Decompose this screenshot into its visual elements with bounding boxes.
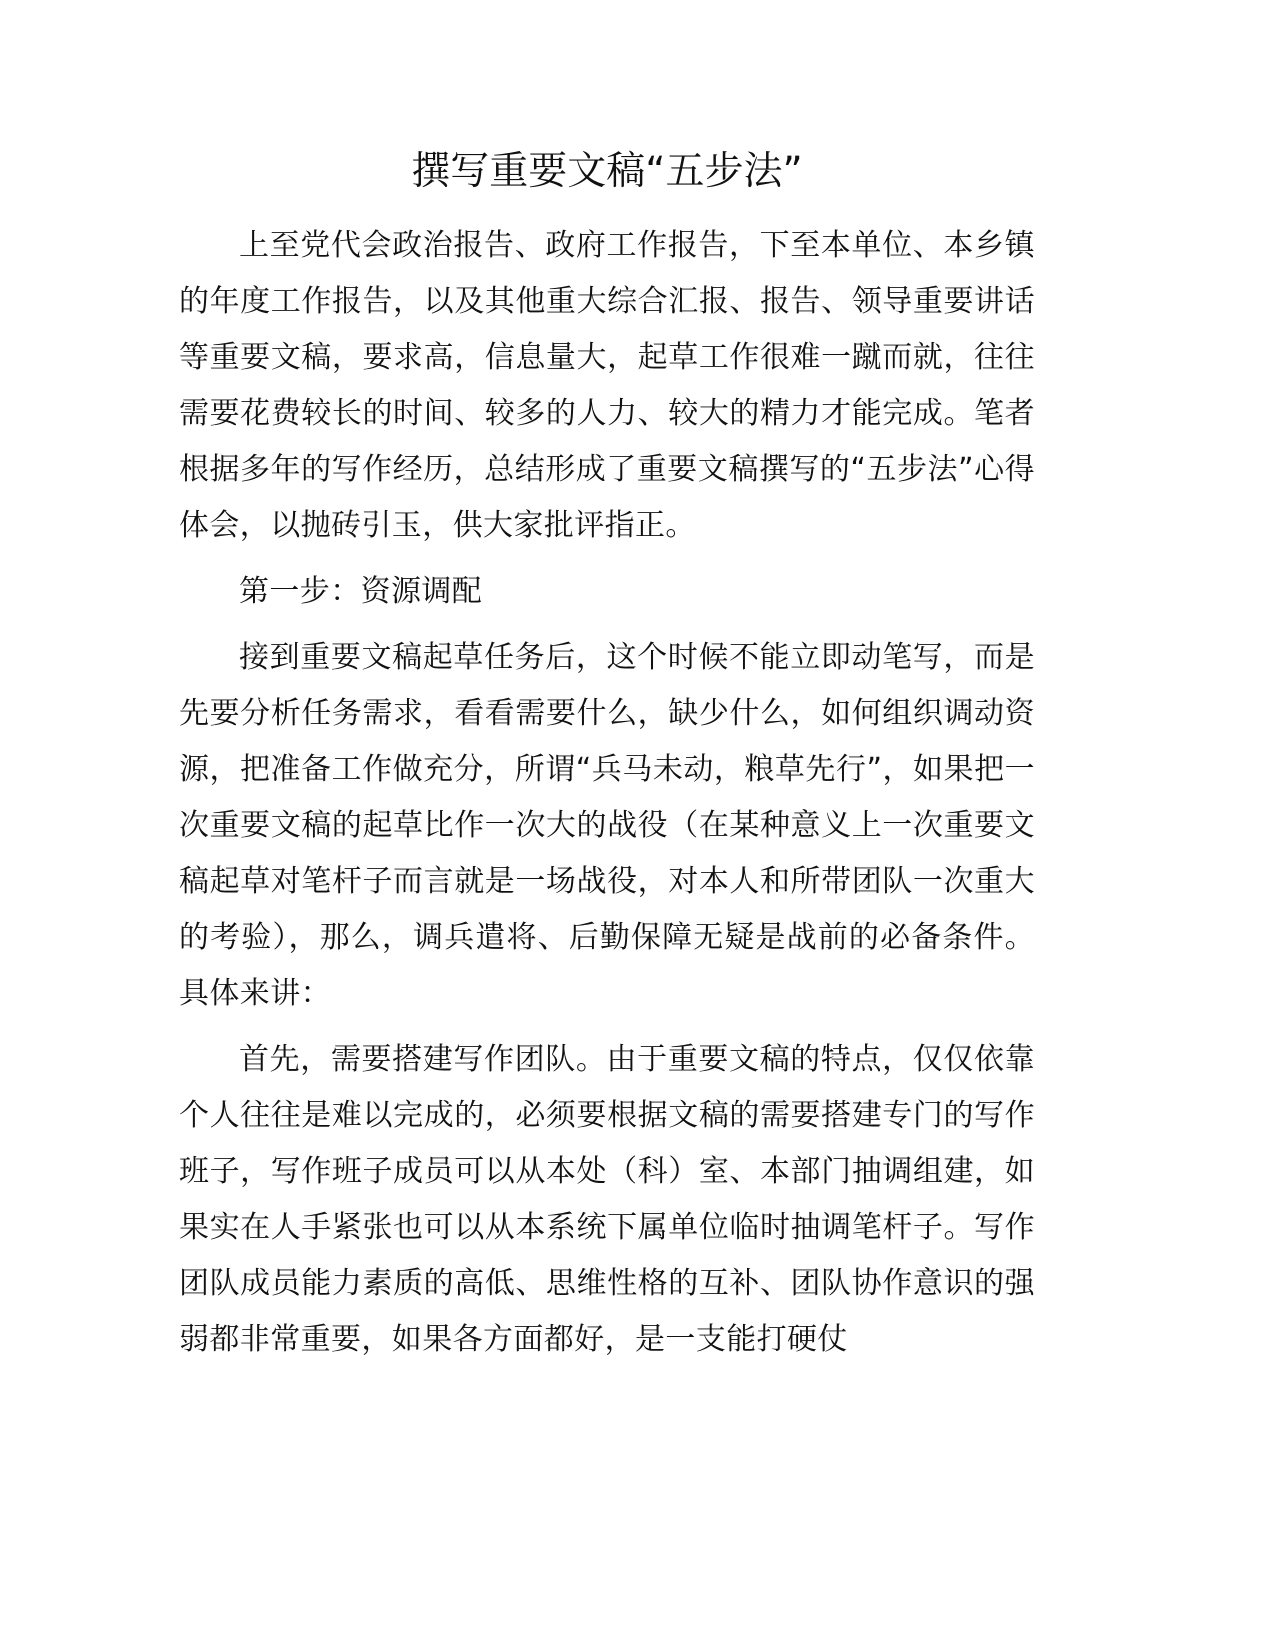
section-heading-step-one: 第一步：资源调配 [239,574,483,609]
document-body [179,218,1035,1378]
intro-paragraph: 上至党代会政治报告、政府工作报告，下至本单位、本乡镇的年度工作报告，以及其他重大综合汇报、报告、领导重要讲话等重要文稿，要求高，信息量大，起草工作很难一蹴而就，往往需要花费较长的时间、较多的人力、较大的精力才能完成。笔者根据多年的写作经历，总结形成了重要文稿撰写的“五步法”心得体会，以抛砖引玉，供大家批评指正。 [179,228,1035,543]
document-page [179,0,1035,1650]
step-one-paragraph: 接到重要文稿起草任务后，这个时候不能立即动笔写，而是先要分析任务需求，看看需要什么，缺少什么，如何组织调动资源，把准备工作做充分，所谓“兵马未动，粮草先行”，如果把一次重要文稿的起草比作一次大的战役（在某种意义上一次重要文稿起草对笔杆子而言就是一场战役，对本人和所带团队一次重大的考验），那么，调兵遣将、后勤保障无疑是战前的必备条件。具体来讲： [179,640,1035,1011]
team-building-paragraph: 首先，需要搭建写作团队。由于重要文稿的特点，仅仅依靠个人往往是难以完成的，必须要根据文稿的需要搭建专门的写作班子，写作班子成员可以从本处（科）室、本部门抽调组建，如果实在人手紧张也可以从本系统下属单位临时抽调笔杆子。写作团队成员能力素质的高低、思维性格的互补、团队协作意识的强弱都非常重要，如果各方面都好，是一支能打硬仗 [179,1042,1035,1357]
document-title: 撰写重要文稿“五步法” [411,149,803,194]
